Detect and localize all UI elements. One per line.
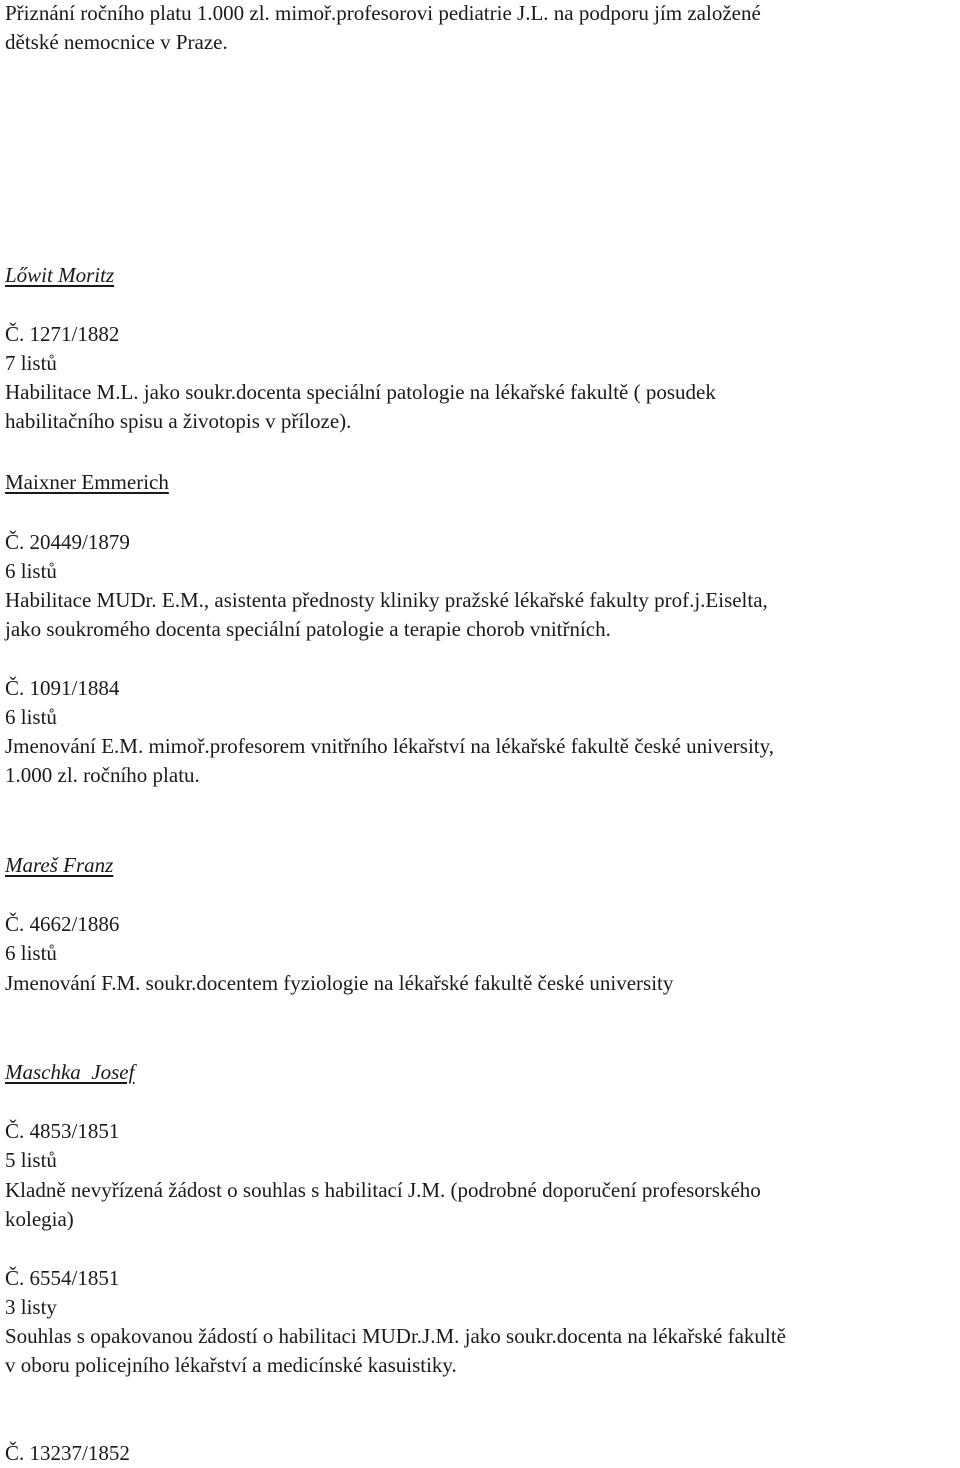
record-sheets: 7 listů xyxy=(5,351,57,375)
record-description-line: Habilitace MUDr. E.M., asistenta přednosty kliniky pražské lékařské fakulty prof.j.Eiselta, xyxy=(5,588,768,612)
record-description-line: Jmenování F.M. soukr.docentem fyziologie na lékařské fakultě české university xyxy=(5,971,674,995)
record-sheets: 6 listů xyxy=(5,941,57,965)
record-number: Č. 4662/1886 xyxy=(5,912,120,936)
record-description-line: kolegia) xyxy=(5,1207,74,1231)
record-description-line: v oboru policejního lékařství a medicínské kasuistiky. xyxy=(5,1353,457,1377)
record-description-line: jako soukromého docenta speciální patologie a terapie chorob vnitřních. xyxy=(5,617,611,641)
record-description-line: Jmenování E.M. mimoř.profesorem vnitřního lékařství na lékařské fakultě české university, xyxy=(5,734,775,758)
record-number: Č. 6554/1851 xyxy=(5,1266,120,1290)
person-heading: Maixner Emmerich xyxy=(5,470,169,494)
record-description-line: Habilitace M.L. jako soukr.docenta speciální patologie na lékařské fakultě ( posudek xyxy=(5,380,716,404)
paragraph-line: Přiznání ročního platu 1.000 zl. mimoř.profesorovi pediatrie J.L. na podporu jím založené xyxy=(5,1,761,25)
record-number: Č. 20449/1879 xyxy=(5,530,130,554)
record-description-line: Kladně nevyřízená žádost o souhlas s habilitací J.M. (podrobné doporučení profesorského xyxy=(5,1178,761,1202)
record-description-line: habilitačního spisu a životopis v příloze). xyxy=(5,409,352,433)
record-number: Č. 1271/1882 xyxy=(5,322,120,346)
person-heading: Lőwit Moritz xyxy=(5,263,115,287)
person-heading: Maschka Josef xyxy=(5,1060,135,1084)
record-sheets: 6 listů xyxy=(5,559,57,583)
record-number: Č. 4853/1851 xyxy=(5,1119,120,1143)
record-number: Č. 13237/1852 xyxy=(5,1441,130,1465)
paragraph-line: dětské nemocnice v Praze. xyxy=(5,30,228,54)
record-sheets: 3 listy xyxy=(5,1295,57,1319)
record-sheets: 6 listů xyxy=(5,705,57,729)
record-description-line: 1.000 zl. ročního platu. xyxy=(5,763,200,787)
person-heading: Mareš Franz xyxy=(5,853,114,877)
record-number: Č. 1091/1884 xyxy=(5,676,120,700)
record-sheets: 5 listů xyxy=(5,1148,57,1172)
record-description-line: Souhlas s opakovanou žádostí o habilitaci MUDr.J.M. jako soukr.docenta na lékařské fakultě xyxy=(5,1324,786,1348)
